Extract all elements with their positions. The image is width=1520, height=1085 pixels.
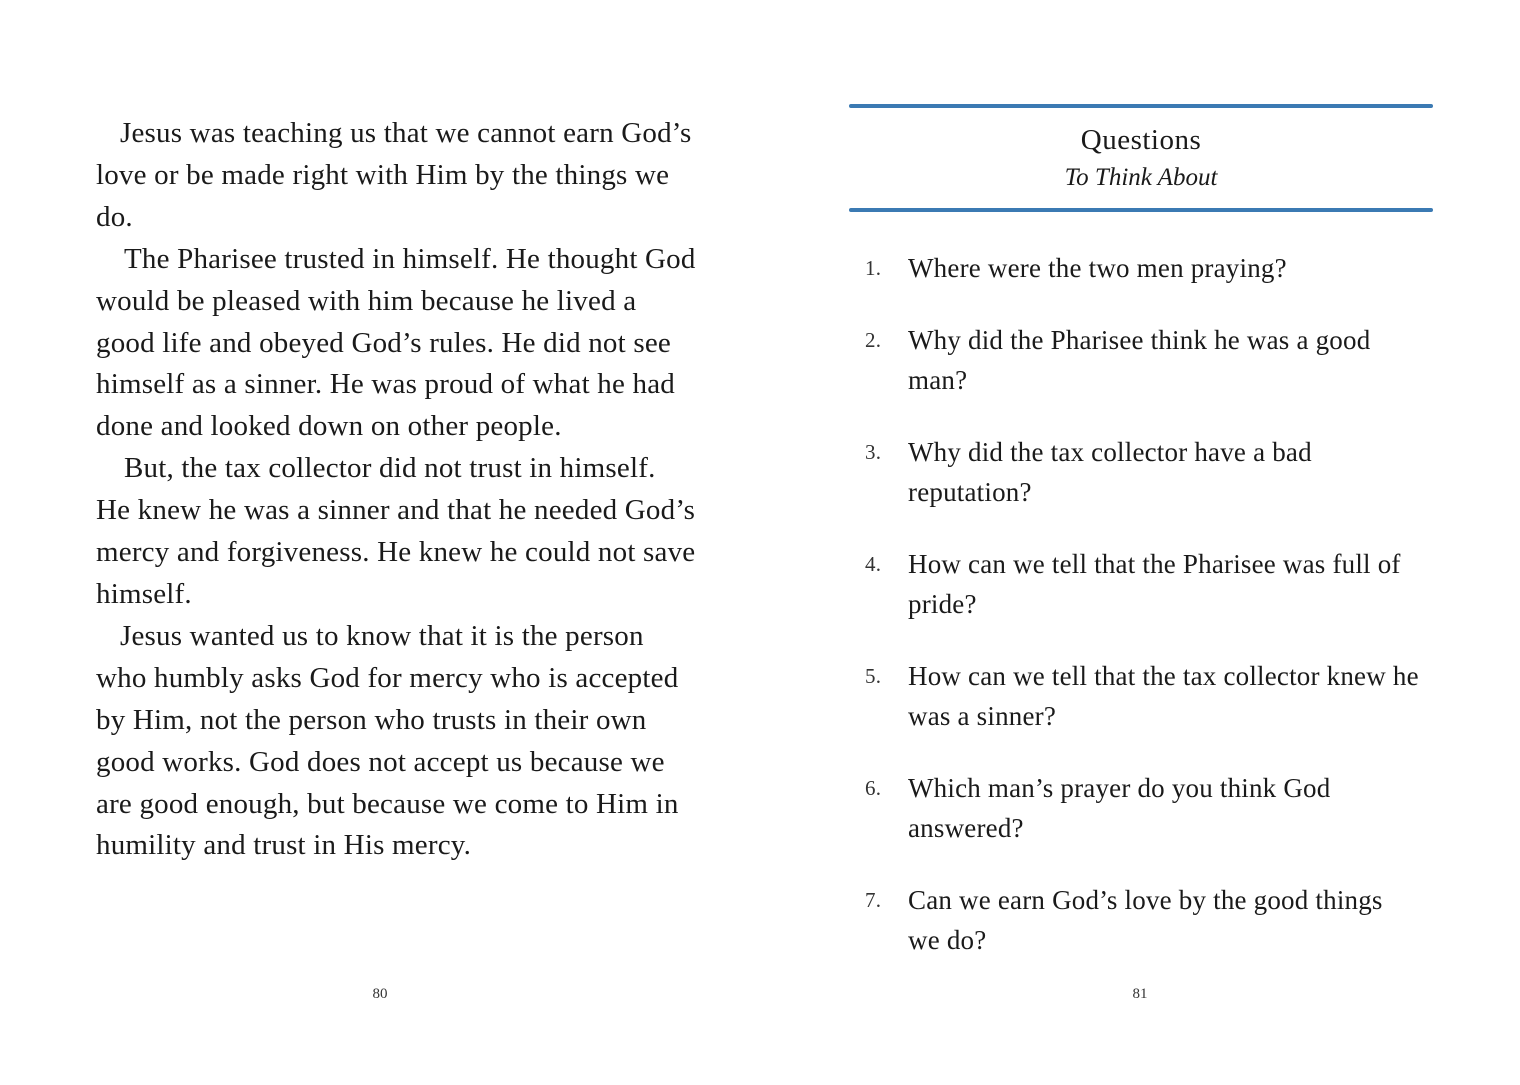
question-item [860, 432, 1420, 512]
question-text: Where were the two men praying? [908, 253, 1287, 283]
heading-subtitle: To Think About [1064, 164, 1218, 191]
question-number: 3. [865, 440, 882, 464]
page-number-left: 80 [372, 986, 388, 1002]
heading-title: Questions [1080, 124, 1202, 156]
question-item [860, 544, 1420, 624]
question-text: Which man’s prayer do you think God answered? [908, 773, 1331, 843]
question-number: 6. [865, 776, 882, 800]
page-number-right: 81 [1132, 986, 1148, 1002]
question-item [860, 320, 1420, 400]
question-item [860, 768, 1420, 848]
right-page [760, 0, 1520, 1085]
body-text [96, 113, 696, 867]
question-item [860, 880, 1420, 960]
question-text: Can we earn God’s love by the good things we do? [908, 885, 1383, 955]
heading-rule-top [849, 104, 1433, 108]
question-text: Why did the Pharisee think he was a good man? [908, 325, 1371, 395]
question-text: How can we tell that the tax collector knew he was a sinner? [908, 661, 1419, 731]
question-number: 7. [865, 888, 882, 912]
paragraph-2: The Pharisee trusted in himself. He thought God would be pleased with him because he lived a good life and obeyed God’s rules. He did not see himself as a sinner. He was proud of what he had done and looked down on other people. [96, 242, 696, 443]
question-number: 5. [865, 664, 882, 688]
questions-heading [849, 104, 1433, 212]
question-text: Why did the tax collector have a bad reputation? [908, 437, 1312, 507]
question-item [860, 248, 1420, 288]
questions-list [860, 248, 1420, 992]
question-item [860, 656, 1420, 736]
heading-rule-bottom [849, 208, 1433, 212]
paragraph-1: Jesus was teaching us that we cannot earn God’s love or be made right with Him by the things we do. [96, 117, 692, 233]
question-number: 2. [865, 328, 882, 352]
question-text: How can we tell that the Pharisee was full of pride? [908, 549, 1401, 619]
question-number: 4. [865, 552, 882, 576]
paragraph-4: Jesus wanted us to know that it is the person who humbly asks God for mercy who is accepted by Him, not the person who trusts in their own good works. God does not accept us because we are good enough, but because we come to Him in humility and trust in His mercy. [96, 619, 679, 862]
question-number: 1. [865, 256, 882, 280]
paragraph-3: But, the tax collector did not trust in himself. He knew he was a sinner and that he needed God’s mercy and forgiveness. He knew he could not save himself. [96, 452, 696, 610]
